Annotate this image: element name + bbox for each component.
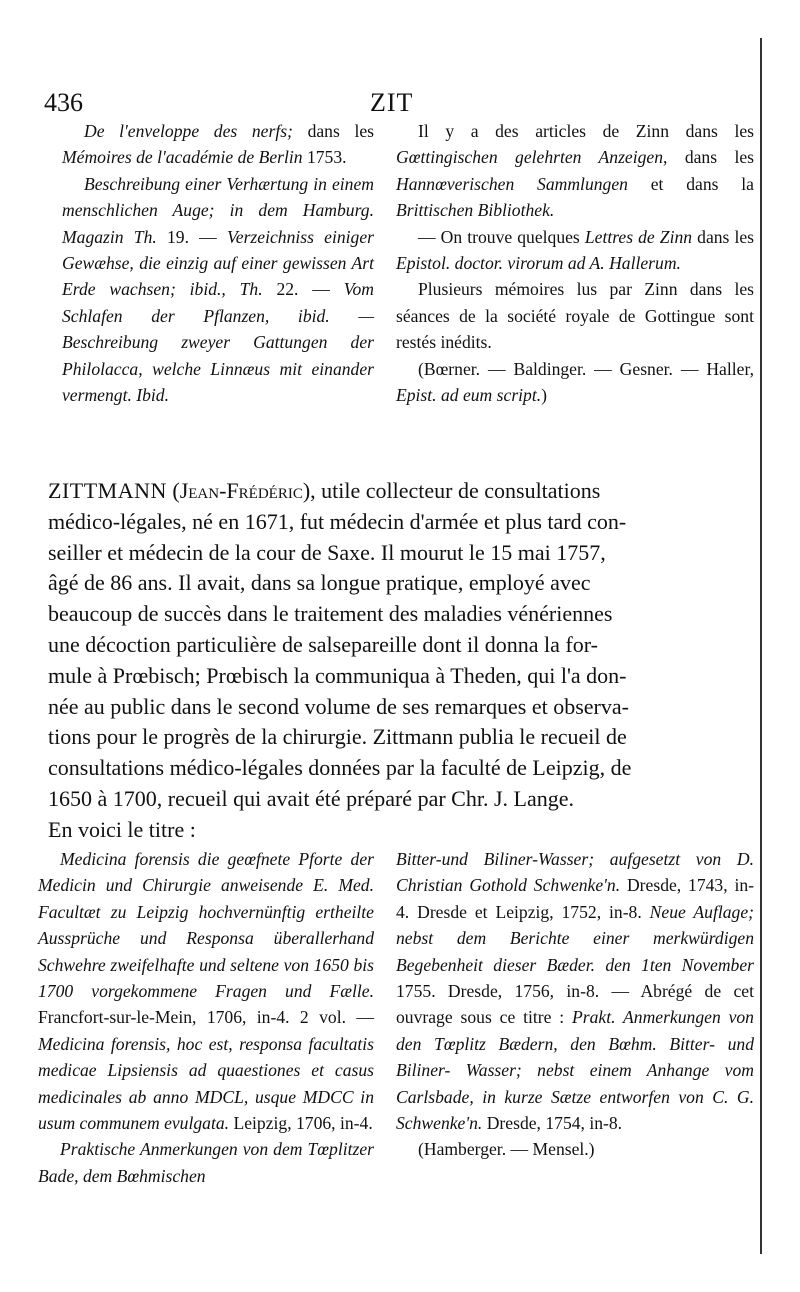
work-title: Vom Schlafen der Pflanzen, ibid. — Beschreibung zweyer Gattungen der Philolacca, welche Linnæus mit einander vermengt. Ibid. [62, 279, 375, 406]
text: Dresde, 1743, in-4. Dresde et Leipzig, 1752, in-8. [396, 875, 754, 922]
text-line: En voici le titre : [48, 816, 196, 842]
text: Francfort-sur-le-Mein, 1706, in-4. 2 vol. — [38, 1007, 374, 1028]
text: dans les [292, 121, 375, 141]
text-line: tions pour le progrès de la chirurgie. Zittmann publia le recueil de [48, 724, 627, 750]
text-line: mule à Prœbisch; Prœbisch la communiqua à Theden, qui l'a don- [48, 662, 627, 688]
bottom-right-column [396, 846, 754, 1163]
page-edge-rule [760, 38, 762, 1254]
work-title: Medicina forensis die geœfnete Pforte der Medicin und Chirurgie anweisende E. Med. Facultæt zu Leipzig hochvernünftig ertheilte Aussprüche und Responsa überallerhand Schwehre zweifelhafte und seltene von 1650 bis 1700 vorgekommene Fragen und Fælle. [38, 849, 374, 1002]
work-title: Prakt. Anmerkungen von den Tœplitz Bædern, den Bœhm. Bitter- und Biliner- Wasser; nebst einem Anhange vom Carlsbade, in kurze Sætze entworfen von C. G. Schwenke'n. [396, 1007, 754, 1134]
text: 1753. [302, 147, 347, 168]
text: (Bœrner. — Baldinger. — Gesner. — Haller, [418, 358, 754, 379]
text-line: beaucoup de succès dans le traitement des maladies vénériennes [48, 601, 613, 627]
text: dans les [692, 226, 755, 247]
text: , dans les [663, 147, 754, 168]
paragraph [62, 171, 374, 409]
text: Leipzig, 1706, in-4. [229, 1113, 373, 1134]
entry-given-names: Jean-Frédéric [179, 478, 303, 503]
work-title: Mémoires de l'académie de Berlin [62, 147, 303, 168]
entry-first-line: ZITTMANN (Jean-Frédéric), utile collecteur de consultations [48, 478, 601, 503]
text: 19. — [156, 226, 227, 247]
top-left-column [62, 118, 374, 408]
text: Dresde, 1754, in-8. [482, 1113, 623, 1134]
paragraph [396, 118, 754, 224]
text: et dans la [627, 173, 754, 194]
bibliography-entry: Praktische Anmerkungen von dem Tœplitzer Bade, dem Bœhmischen [38, 1139, 374, 1186]
entry-surname: ZITTMANN [48, 478, 167, 503]
text-line: seiller et médecin de la cour de Saxe. Il mourut le 15 mai 1757, [48, 539, 606, 565]
text: , utile collecteur de consultations [310, 478, 601, 503]
text: 1755. Dresde, 1756, in-8. — Abrégé de cet ouvrage sous ce titre : [396, 981, 754, 1028]
work-title: Epistol. doctor. virorum ad A. Hallerum. [396, 253, 681, 274]
text-line: une décoction particulière de salsepareille dont il donna la for- [48, 631, 598, 657]
text-line: médico-légales, né en 1671, fut médecin d'armée et plus tard con- [48, 508, 627, 534]
work-title: Bitter-und Biliner-Wasser; aufgesetzt von D. Christian Gothold Schwenke'n. [396, 849, 754, 896]
biography-entry [48, 476, 754, 846]
bibliography-entry [396, 846, 754, 1136]
text: ) [541, 385, 547, 406]
text-line: consultations médico-légales données par la faculté de Leipzig, de [48, 755, 632, 781]
work-title: Beschreibung einer Verhærtung in einem menschlichen Auge; in dem Hamburg. Magazin Th. [62, 173, 374, 247]
bottom-left-column [38, 846, 374, 1189]
page-number: 436 [44, 88, 83, 117]
paragraph [62, 118, 374, 171]
work-title: Gœttingischen gelehrten Anzeigen [396, 147, 664, 168]
work-title: Neue Auflage; nebst dem Berichte einer merkwürdigen Begebenheit dieser Bæder. den 1ten November [396, 901, 754, 975]
top-right-column [396, 118, 754, 408]
running-head: ZIT [370, 88, 414, 117]
work-title: Hannœverischen Sammlungen [396, 173, 628, 194]
text-line: 1650 à 1700, recueil qui avait été préparé par Chr. J. Lange. [48, 785, 574, 811]
text-line: âgé de 86 ans. Il avait, dans sa longue pratique, employé avec [48, 570, 591, 596]
work-title: Medicina forensis, hoc est, responsa facultatis medicae Lipsiensis ad quaestiones et casus medicinales ab anno MDCL, usque MDCC in usum communem evulgata. [38, 1033, 374, 1134]
text-line: née au public dans le second volume de ses remarques et observa- [48, 693, 629, 719]
work-title: De l'enveloppe des nerfs; [84, 121, 293, 141]
text: Il y a des articles de Zinn dans les [418, 121, 754, 141]
sources-line [396, 356, 754, 409]
work-title: Lettres de Zinn [584, 226, 693, 247]
paragraph: Plusieurs mémoires lus par Zinn dans les séances de la société royale de Gottingue sont restés inédits. [396, 279, 754, 353]
work-title: Brittischen Bibliothek. [396, 200, 555, 221]
page-header [40, 88, 760, 118]
sources-line: (Hamberger. — Mensel.) [418, 1139, 595, 1160]
paragraph [396, 224, 754, 277]
work-title: Verzeichniss einiger Gewæhse, die einzig auf einer gewissen Art Erde wachsen; ibid., Th. [62, 226, 374, 300]
bibliography-entry [38, 846, 374, 1136]
work-title: Epist. ad eum script. [396, 385, 542, 406]
text: — On trouve quelques [418, 226, 585, 247]
text: 22. — [262, 279, 344, 300]
